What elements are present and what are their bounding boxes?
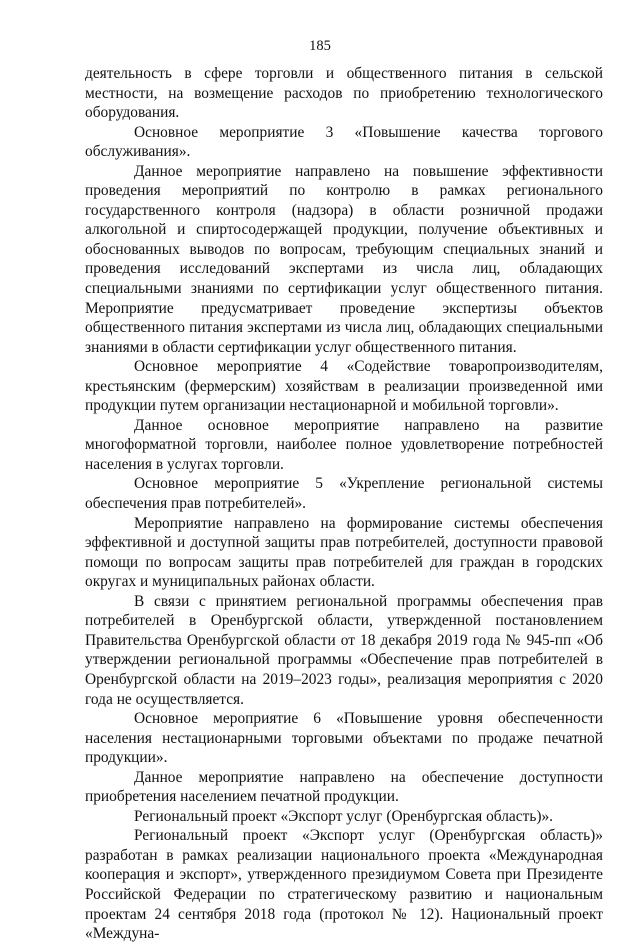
- paragraph-continuation: деятельность в сфере торговли и общественного питания в сельской местности, на возмещение расходов по приобретению технологического оборудования.: [85, 65, 603, 122]
- paragraph-activity-5-description: Мероприятие направлено на формирование системы обеспечения эффективной и доступной защиты прав потребителей, доступности правовой помощи по вопросам защиты прав потребителей для граждан в городских округах и муниципальных районах области.: [85, 514, 603, 591]
- paragraph-regional-project-description: Региональный проект «Экспорт услуг (Оренбургская область)» разработан в рамках реализации национального проекта «Международная кооперация и экспорт», утвержденного президиумом Совета при Президенте Российской Федерации по стратегическому развитию и национальным проектам 24 сентября 2018 года (протокол № 12). Национальный проект «Междуна-: [85, 827, 603, 943]
- paragraph-activity-5-heading: Основное мероприятие 5 «Укрепление региональной системы обеспечения прав потребителей».: [85, 475, 603, 513]
- paragraph-activity-6-heading: Основное мероприятие 6 «Повышение уровня обеспеченности населения нестационарными торговыми объектами по продаже печатной продукции».: [85, 710, 603, 767]
- paragraph-activity-3-heading: Основное мероприятие 3 «Повышение качества торгового обслуживания».: [85, 123, 603, 161]
- paragraph-activity-3-description: Данное мероприятие направлено на повышение эффективности проведения мероприятий по контролю в рамках регионального государственного контроля (надзора) в области розничной продажи алкогольной и спиртосодержащей продукции, получение объективных и обоснованных выводов по вопросам, требующим специальных знаний и проведения исследований экспертами из числа лиц, обладающих специальными знаниями по сертификации услуг общественного питания. Мероприятие предусматривает проведение экспертизы объектов общественного питания экспертами из числа лиц, обладающих специальными знаниями в области сертификации услуг общественного питания.: [85, 162, 603, 356]
- paragraph-regional-program-note: В связи с принятием региональной программы обеспечения прав потребителей в Оренбургской области, утвержденной постановлением Правительства Оренбургской области от 18 декабря 2019 года № 945-пп «Об утверждении региональной программы «Обеспечение прав потребителей в Оренбургской области на 2019–2023 годы», реализация мероприятия с 2020 года не осуществляется.: [85, 592, 603, 708]
- paragraph-activity-4-description: Данное основное мероприятие направлено на развитие многоформатной торговли, наиболее полное удовлетворение потребностей населения в услугах торговли.: [85, 416, 603, 473]
- body-text: [85, 64, 603, 944]
- paragraph-activity-6-description: Данное мероприятие направлено на обеспечение доступности приобретения населением печатной продукции.: [85, 768, 603, 806]
- paragraph-activity-4-heading: Основное мероприятие 4 «Содействие товаропроизводителям, крестьянским (фермерским) хозяйствам в реализации произведенной ими продукции путем организации нестационарной и мобильной торговли».: [85, 358, 603, 415]
- paragraph-regional-project-heading: Региональный проект «Экспорт услуг (Оренбургская область)».: [134, 807, 554, 825]
- page-number: 185: [309, 38, 331, 54]
